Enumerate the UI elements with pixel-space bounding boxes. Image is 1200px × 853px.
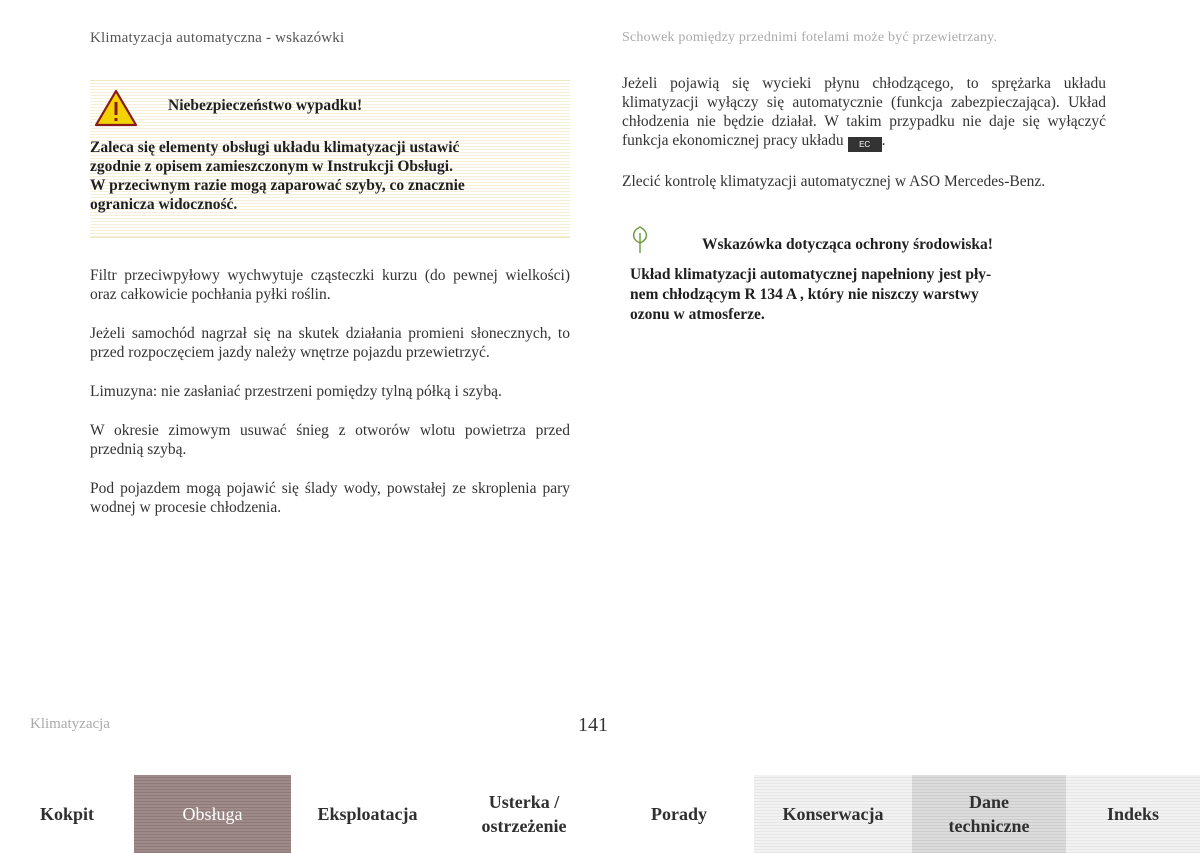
warning-line: zgodnie z opisem zamieszczonym w Instrukcji Obsługi.	[90, 158, 453, 175]
nav-tab-porady[interactable]	[604, 775, 754, 853]
environment-note-title: Wskazówka dotycząca ochrony środowiska!	[702, 236, 993, 253]
environment-line: Układ klimatyzacji automatycznej napełniony jest pły-	[630, 266, 992, 283]
chapter-navigation	[0, 775, 1200, 853]
warning-line: Zaleca się elementy obsługi układu klimatyzacji ustawić	[90, 139, 460, 156]
paragraph-service: Zlecić kontrolę klimatyzacji automatycznej w ASO Mercedes-Benz.	[622, 173, 1046, 190]
left-column	[90, 80, 570, 537]
nav-tab-label: Obsługa	[182, 804, 243, 824]
warning-triangle-icon	[94, 89, 138, 127]
leaf-icon	[628, 225, 652, 255]
nav-tab-label-line1: Usterka /	[488, 792, 560, 812]
footer-section-name: Klimatyzacja	[30, 716, 110, 732]
ec-button-icon: EC	[848, 137, 882, 152]
nav-tab-label	[949, 790, 1030, 838]
nav-tab-label-line1: Dane	[968, 792, 1009, 812]
nav-tab-label: Eksploatacja	[317, 804, 418, 824]
nav-tab-obsluga[interactable]	[134, 775, 291, 853]
nav-tab-indeks[interactable]	[1066, 775, 1200, 853]
warning-line: W przeciwnym razie mogą zaparować szyby, co znacznie	[90, 177, 465, 194]
paragraph-limousine: Limuzyna: nie zasłaniać przestrzeni pomiędzy tylną półką i szybą.	[90, 383, 502, 400]
environment-line: nem chłodzącym R 134 A , który nie niszczy warstwy	[630, 286, 979, 303]
nav-tab-label: Kokpit	[39, 804, 95, 824]
environment-line: ozonu w atmosferze.	[630, 306, 765, 323]
nav-tab-konserwacja[interactable]	[754, 775, 912, 853]
warning-line: ogranicza widoczność.	[90, 196, 238, 213]
coolant-leak-text: Jeżeli pojawią się wycieki płynu chłodzącego, to sprężarka układu klimatyzacji wyłączy się automatycznie (funkcja zabezpieczająca). Układ chłodzenia nie będzie działał. W takim przypadku nie daje się wyłączyć funkcja ekonomicznej pracy układu	[622, 75, 1106, 149]
environment-note-header	[622, 225, 1106, 265]
warning-title: Niebezpieczeństwo wypadku!	[168, 97, 363, 114]
paragraph-winter: W okresie zimowym usuwać śnieg z otworów wlotu powietrza przed przednią szybą.	[90, 422, 570, 458]
warning-text	[90, 138, 570, 214]
page-header-continuation: Schowek pomiędzy przednimi fotelami może być przewietrzany.	[622, 30, 998, 45]
page-header-title: Klimatyzacja automatyczna - wskazówki	[90, 30, 345, 46]
nav-tab-eksploatacja[interactable]	[291, 775, 444, 853]
nav-tab-label: Porady	[651, 804, 707, 824]
nav-tab-kokpit[interactable]	[0, 775, 134, 853]
nav-tab-usterka[interactable]	[444, 775, 604, 853]
nav-tab-label-line2: techniczne	[948, 816, 1030, 836]
page-number: 141	[578, 714, 608, 736]
nav-tab-label-line2: ostrzeżenie	[481, 816, 567, 836]
warning-box	[90, 80, 570, 238]
environment-note-text	[630, 265, 1106, 325]
paragraph-ventilate: Jeżeli samochód nagrzał się na skutek działania promieni słonecznych, to przed rozpoczęciem jazdy należy wnętrze pojazdu przewietrzyć.	[90, 325, 570, 361]
nav-tab-label: Konserwacja	[782, 804, 884, 824]
paragraph-filter: Filtr przeciwpyłowy wychwytuje cząsteczki kurzu (do pewnej wielkości) oraz całkowicie pochłania pyłki roślin.	[90, 267, 570, 303]
nav-tab-label: Indeks	[1106, 804, 1160, 824]
paragraph-water: Pod pojazdem mogą pojawić się ślady wody, powstałej ze skroplenia pary wodnej w procesie chłodzenia.	[90, 480, 570, 516]
nav-tab-dane-techniczne[interactable]	[912, 775, 1066, 853]
paragraph-coolant-leak	[622, 74, 1106, 152]
coolant-leak-end: .	[881, 132, 886, 149]
nav-tab-label	[482, 790, 567, 838]
right-column	[622, 74, 1106, 325]
